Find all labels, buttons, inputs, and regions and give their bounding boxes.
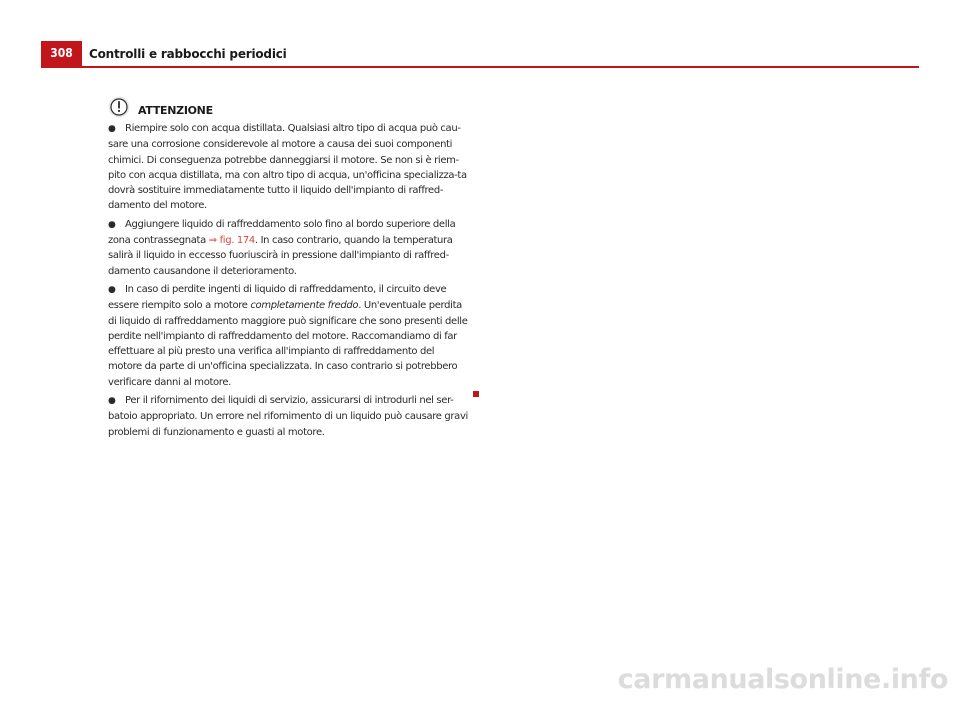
warning-item bbox=[108, 282, 468, 390]
warning-item-text: Per il rifornimento dei liquidi di servizio, assicurarsi di introdurli nel ser-batoio appropriato. Un errore nel rifornimento di un liquido può causare gravi problemi di funzionamento e guasti al motore. bbox=[108, 395, 468, 438]
warning-item-text: Aggiungere liquido di raffreddamento solo fino al bordo superiore della zona contrassegnata bbox=[108, 218, 456, 247]
page-header bbox=[41, 41, 919, 67]
warning-item-text: . In caso contrario, quando la temperatura salirà il liquido in eccesso fuoriuscirà in pressione dall'impianto di raffred-damento causandone il deterioramento. bbox=[108, 235, 453, 277]
warning-item-text: . Un'eventuale perdita di liquido di raffreddamento maggiore può significare che sono presenti delle perdite nell'impianto di raffreddamento del motore. Raccomandiamo di far effettuare al più presto una verifica all'impianto di raffreddamento del motore da parte di un'officina specializzata. In caso contrario si potrebbero verificare danni al motore. bbox=[108, 300, 468, 388]
warning-list bbox=[108, 121, 468, 440]
warning-box bbox=[108, 96, 468, 443]
warning-heading bbox=[108, 96, 468, 120]
bullet: ● bbox=[108, 396, 116, 407]
warning-item bbox=[108, 393, 468, 440]
bullet: ● bbox=[108, 124, 116, 134]
chapter-title: Controlli e rabbocchi periodici bbox=[89, 47, 287, 61]
bullet: ● bbox=[108, 284, 116, 295]
page-number: 308 bbox=[41, 41, 82, 66]
header-rule bbox=[41, 66, 919, 68]
exclamation-circle-icon bbox=[108, 96, 130, 118]
warning-item bbox=[108, 217, 468, 279]
watermark: carmanualsonline.info bbox=[617, 664, 948, 695]
bullet: ● bbox=[108, 219, 116, 230]
warning-item-text: Riempire solo con acqua distillata. Qualsiasi altro tipo di acqua può cau-sare una corrosione considerevole al motore a causa dei suoi componenti chimici. Di conseguenza potrebbe danneggiarsi il motore. Se non si è riem-pito con acqua distillata, ma con altro tipo di acqua, un'officina specializza-ta dovrà sostituire immediatamente tutto il liquido dell'impianto di raffred-damento del motore. bbox=[108, 123, 467, 212]
warning-item-text: In caso di perdite ingenti di liquido di raffreddamento, il circuito deve essere riempito solo a motore bbox=[108, 283, 447, 312]
warning-item bbox=[108, 121, 468, 214]
emphasized-text: completamente freddo bbox=[250, 300, 359, 312]
section-end-marker bbox=[473, 391, 479, 397]
warning-title: ATTENZIONE bbox=[138, 104, 213, 117]
figure-reference-link[interactable]: ⇒ fig. 174 bbox=[208, 235, 255, 247]
